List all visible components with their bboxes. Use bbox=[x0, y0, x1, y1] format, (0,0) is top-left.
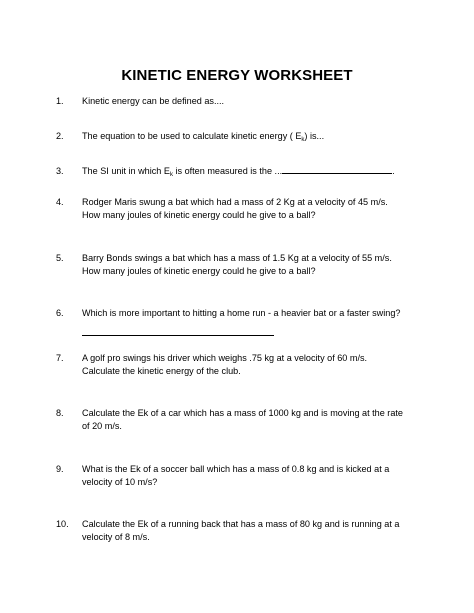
question-text bbox=[82, 352, 462, 377]
answer-blank[interactable] bbox=[282, 165, 392, 174]
question-line: Calculate the kinetic energy of the club. bbox=[82, 365, 241, 376]
question-line: Calculate the Ek of a car which has a mass of 1000 kg and is moving at the rate bbox=[82, 408, 403, 418]
question-number: 6. bbox=[56, 308, 64, 318]
worksheet-title: KINETIC ENERGY WORKSHEET bbox=[121, 67, 353, 84]
question-text: Which is more important to hitting a home run - a heavier bat or a faster swing? bbox=[82, 308, 401, 318]
question-number: 8. bbox=[56, 408, 64, 418]
subscript-k: k bbox=[301, 137, 305, 143]
question-line: Barry Bonds swings a bat which has a mass of 1.5 Kg at a velocity of 55 m/s. bbox=[82, 253, 392, 263]
question-number: 9. bbox=[56, 464, 64, 474]
question-text: Kinetic energy can be defined as.... bbox=[82, 96, 225, 106]
question-number: 4. bbox=[56, 197, 64, 207]
question-text-part: The SI unit in which E bbox=[82, 166, 170, 176]
question-number: 7. bbox=[56, 353, 64, 363]
question-line: A golf pro swings his driver which weighs .75 kg at a velocity of 60 m/s. bbox=[82, 353, 368, 363]
question-number: 1. bbox=[56, 96, 64, 106]
question-line: How many joules of kinetic energy could he give to a ball? bbox=[82, 209, 316, 220]
question-line: Calculate the Ek of a running back that has a mass of 80 kg and is running at a bbox=[82, 519, 400, 529]
question-text bbox=[82, 407, 462, 432]
question-line: How many joules of kinetic energy could he give to a ball? bbox=[82, 265, 316, 276]
question-line: Rodger Maris swung a bat which had a mass of 2 Kg at a velocity of 45 m/s. bbox=[82, 197, 388, 207]
question-text-part: is often measured is the ... bbox=[172, 166, 283, 176]
question-text bbox=[82, 165, 462, 180]
question-line: of 20 m/s. bbox=[82, 420, 122, 431]
answer-line[interactable] bbox=[82, 335, 274, 336]
subscript-k: k bbox=[169, 172, 173, 178]
question-number: 2. bbox=[56, 131, 64, 141]
question-line: What is the Ek of a soccer ball which has a mass of 0.8 kg and is kicked at a bbox=[82, 464, 390, 474]
question-text bbox=[82, 252, 462, 277]
question-text bbox=[82, 196, 462, 221]
question-number: 10. bbox=[56, 519, 69, 529]
question-number: 5. bbox=[56, 253, 64, 263]
question-text-part: ) is... bbox=[304, 131, 325, 141]
question-text bbox=[82, 463, 462, 488]
question-text bbox=[82, 130, 462, 145]
question-text bbox=[82, 518, 462, 543]
question-line: velocity of 10 m/s? bbox=[82, 476, 158, 487]
question-line: velocity of 8 m/s. bbox=[82, 531, 150, 542]
question-text-part: . bbox=[392, 166, 395, 176]
question-number: 3. bbox=[56, 166, 64, 176]
question-text-part: The equation to be used to calculate kinetic energy ( E bbox=[82, 131, 302, 141]
